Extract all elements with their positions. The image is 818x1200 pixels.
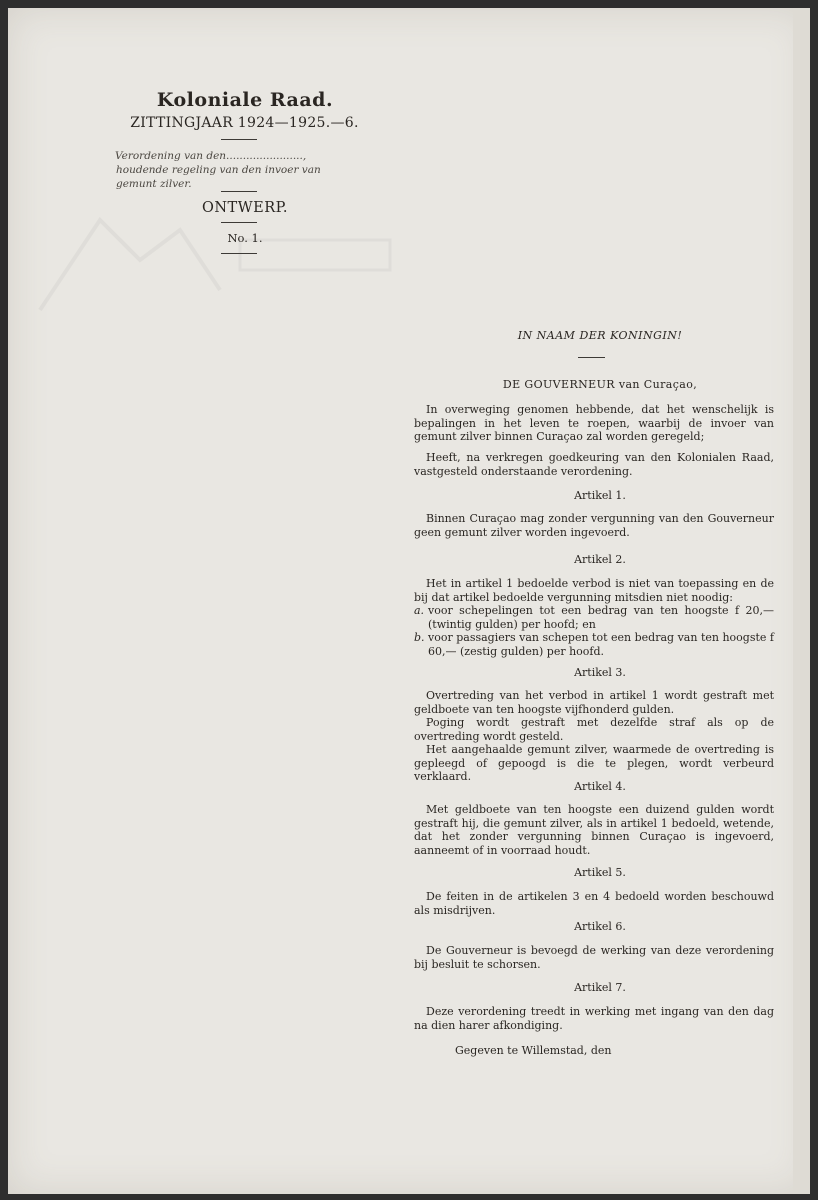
- preamble-text: In overweging genomen hebbende, dat het wenschelijk is bepalingen in het leven te roepen, waarbij de invoer van gemunt zilver binnen Curaçao zal worden geregeld;: [414, 403, 774, 443]
- article-3-text: Overtreding van het verbod in artikel 1 wordt gestraft met geldboete van ten hoogste vijfhonderd gulden.: [414, 689, 774, 716]
- divider: [221, 222, 257, 223]
- subject-line: houdende regeling van den invoer van: [116, 164, 321, 176]
- article-3-text: Het aangehaalde gemunt zilver, waarmede de overtreding is gepleegd of gepoogd is die te plegen, wordt verbeurd verklaard.: [414, 743, 774, 783]
- article-5: [414, 890, 774, 917]
- issuer-line: DE GOUVERNEUR van Curaçao,: [502, 378, 698, 391]
- divider: [221, 253, 257, 254]
- article-1: [414, 512, 774, 539]
- list-label: a.: [414, 604, 425, 617]
- session-year: ZITTINGJAAR 1924—1925.—6.: [130, 115, 359, 131]
- article-7: [414, 1005, 774, 1032]
- closing-line: Gegeven te Willemstad, den: [455, 1044, 612, 1057]
- article-7-text: Deze verordening treedt in werking met ingang van den dag na dien harer afkondiging.: [414, 1005, 774, 1032]
- subject-line: Verordening van den.......................,: [115, 150, 307, 162]
- draft-label: ONTWERP.: [201, 200, 289, 216]
- article-7-title: Artikel 7.: [574, 981, 626, 994]
- article-1-title: Artikel 1.: [574, 489, 626, 502]
- preamble: [414, 403, 774, 444]
- list-item: [414, 604, 774, 631]
- enactment-text: Heeft, na verkregen goedkeuring van den Kolonialen Raad, vastgesteld onderstaande verordening.: [414, 451, 774, 478]
- article-6-title: Artikel 6.: [574, 920, 626, 933]
- divider: [221, 139, 257, 140]
- bleed-through-stamp-icon: [20, 200, 420, 340]
- council-title: Koloniale Raad.: [156, 89, 334, 111]
- list-text: voor schepelingen tot een bedrag van ten hoogste f 20,— (twintig gulden) per hoofd; en: [428, 604, 774, 631]
- article-6-text: De Gouverneur is bevoegd de werking van deze verordening bij besluit te schorsen.: [414, 944, 774, 971]
- article-5-text: De feiten in de artikelen 3 en 4 bedoeld worden beschouwd als misdrijven.: [414, 890, 774, 917]
- article-2-text: Het in artikel 1 bedoelde verbod is niet van toepassing en de bij dat artikel bedoelde vergunning mitsdien niet noodig:: [414, 577, 774, 604]
- article-2: [414, 577, 774, 658]
- article-4-title: Artikel 4.: [574, 780, 626, 793]
- document-number: No. 1.: [227, 231, 263, 245]
- ordinance-subject: [115, 149, 365, 191]
- list-text: voor passagiers van schepen tot een bedrag van ten hoogste f 60,— (zestig gulden) per hoofd.: [428, 631, 774, 658]
- article-4-text: Met geldboete van ten hoogste een duizend gulden wordt gestraft hij, die gemunt zilver, als in artikel 1 bedoeld, wetende, dat het zonder vergunning binnen Curaçao is ingevoerd, aanneemt of in voorraad houdt.: [414, 803, 774, 857]
- subject-line: gemunt zilver.: [116, 178, 192, 190]
- invocation: IN NAAM DER KONINGIN!: [517, 329, 683, 342]
- article-1-text: Binnen Curaçao mag zonder vergunning van den Gouverneur geen gemunt zilver worden ingevoerd.: [414, 512, 774, 539]
- enactment: [414, 451, 774, 478]
- page-edge: [793, 8, 810, 1194]
- article-3-text: Poging wordt gestraft met dezelfde straf als op de overtreding wordt gesteld.: [414, 716, 774, 743]
- article-6: [414, 944, 774, 971]
- article-4: [414, 803, 774, 857]
- article-3: [414, 689, 774, 784]
- article-3-title: Artikel 3.: [574, 666, 626, 679]
- list-item: [414, 631, 774, 658]
- article-2-title: Artikel 2.: [574, 553, 626, 566]
- list-label: b.: [414, 631, 425, 644]
- divider: [578, 357, 605, 358]
- divider: [221, 191, 257, 192]
- article-5-title: Artikel 5.: [574, 866, 626, 879]
